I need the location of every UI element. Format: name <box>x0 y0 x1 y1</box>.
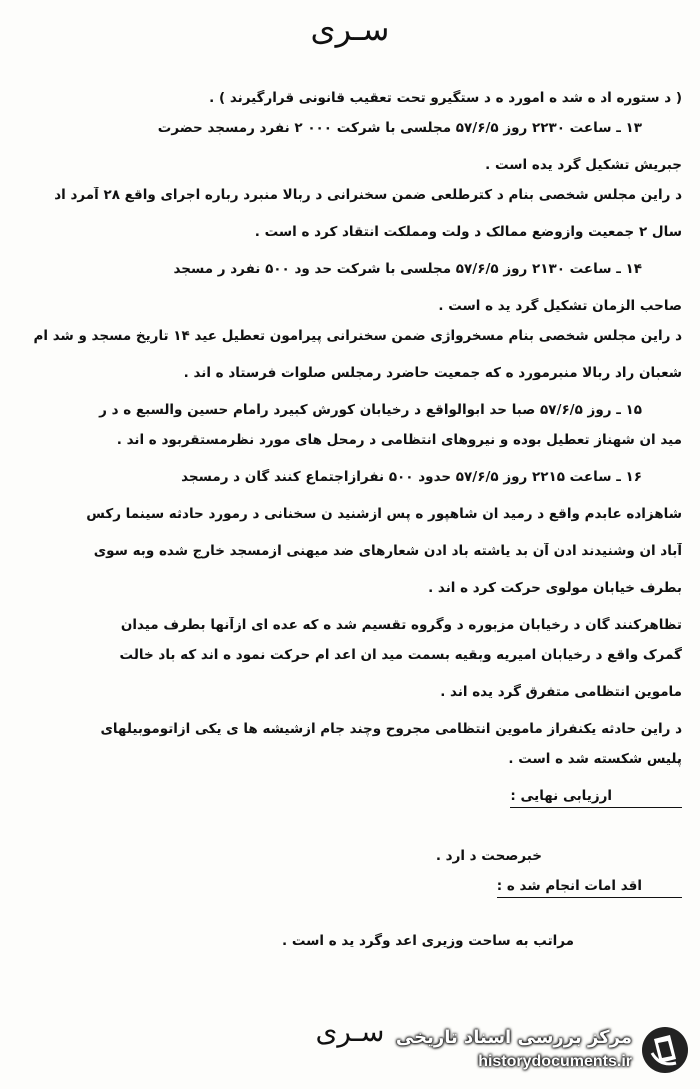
archive-logo <box>395 1025 690 1080</box>
text-line: پلیس شکسته شد ه است . <box>508 751 682 767</box>
actions-heading: اقد امات انجام شد ه : <box>497 878 682 898</box>
item-15-line: ۱۵ ـ روز ۵۷/۶/۵ صبا حد ابوالواقع د رخیابان کورش کبیرد رامام حسین والسبع ه د ر <box>99 402 642 418</box>
text-line: آباد ان وشنیدند ادن آن بد یاشته باد ادن شعارهای ضد میهنی ازمسجد خارج شده وبه سوی <box>93 543 682 559</box>
logo-persian-text: مرکز بررسی اسناد تاریخی <box>395 1027 632 1048</box>
archive-emblem-icon <box>640 1025 690 1075</box>
text-line: مید ان شهناز تعطیل بوده و نیروهای انتظامی د رمحل های مورد نظرمستقربود ه اند . <box>116 432 682 448</box>
item-13-line: ۱۳ ـ ساعت ۲۲۳۰ روز ۵۷/۶/۵ مجلسی با شرکت ۰۰۰ ۲ نفرد رمسجد حضرت <box>157 120 642 136</box>
logo-website-text: historydocuments.ir <box>478 1053 632 1070</box>
header-classification: سـری <box>310 10 390 48</box>
text-line: ماموین انتظامی متفرق گرد یده اند . <box>440 684 682 700</box>
text-line: د راین مجلس شخصی بنام د کترطلعی ضمن سخنرانی د ربالا منبرد رباره اجرای واقع ۲۸ آمرد اد <box>54 187 682 203</box>
document-body <box>22 90 682 953</box>
text-line: تظاهرکنند گان د رخیابان مزبوره د وگروه تقسیم شد ه که عده ای ازآنها بطرف میدان <box>120 617 682 633</box>
text-line: شعبان راد ربالا منبرمورد ه که جمعیت حاضرد رمجلس صلوات فرستاد ه اند . <box>183 365 682 381</box>
text-line: بطرف خیابان مولوی حرکت کرد ه اند . <box>428 580 682 596</box>
text-line: صاحب الزمان تشکیل گرد ید ه است . <box>438 298 682 314</box>
assessment-text: خبرصحت د ارد . <box>435 848 542 864</box>
text-line: ( د ستوره اد ه شد ه امورد ه د ستگیرو تحت تعقیب قانونی قرارگیرند ) . <box>209 90 682 106</box>
actions-text: مراتب به ساحت وزیری اعد وگرد ید ه است . <box>282 933 575 949</box>
text-line: جبریش تشکیل گرد یده است . <box>485 157 682 173</box>
item-14-line: ۱۴ ـ ساعت ۲۱۳۰ روز ۵۷/۶/۵ مجلسی با شرکت حد ود ۵۰۰ نفرد ر مسجد <box>173 261 642 277</box>
final-assessment-heading: ارزیابی نهایی : <box>510 788 682 808</box>
text-line: د راین مجلس شخصی بنام مسخرواژی ضمن سخنرانی پیرامون تعطیل عید ۱۴ تاریخ مسجد و شد ام <box>33 328 682 344</box>
text-line: سال ۲ جمعیت وازوضع ممالک د ولت ومملکت انتقاد کرد ه است . <box>254 224 682 240</box>
item-16-line: ۱۶ ـ ساعت ۲۲۱۵ روز ۵۷/۶/۵ حدود ۵۰۰ نفرازاجتماع کنند گان د رمسجد <box>181 469 642 485</box>
text-line: شاهزاده عابدم واقع د رمید ان شاهپور ه پس ازشنید ن سخنانی د رمورد حادثه سینما رکس <box>86 506 682 522</box>
text-line: د راین حادثه یکنفراز ماموین انتظامی مجروح وچند جام ازشیشه ها ی یکی ازاتوموبیلهای <box>100 721 682 737</box>
text-line: گمرک واقع د رخیابان امیریه وبقیه بسمت مید ان اعد ام حرکت نمود ه اند که باد خالت <box>119 647 682 663</box>
footer-classification: سـری <box>315 1015 385 1048</box>
